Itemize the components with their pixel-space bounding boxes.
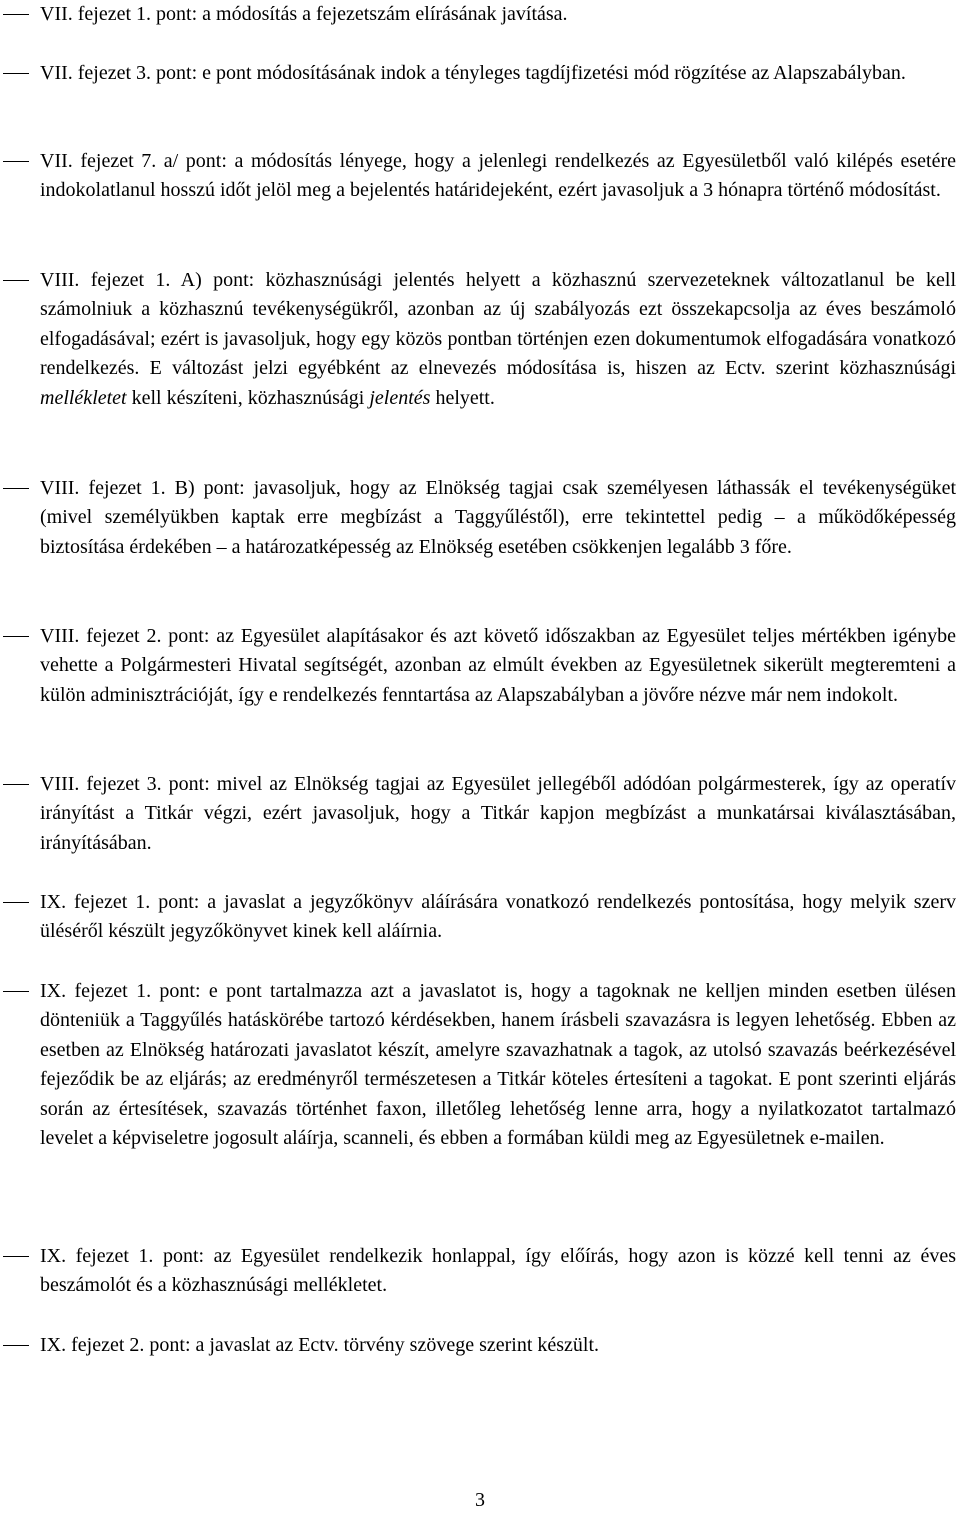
item-text: VIII. fejezet 1. B) pont: javasoljuk, hogy az Elnökség tagjai csak személyesen láthassák el tevékenységüket (mivel személyükben kaptak erre megbízást a Taggyűléstől), erre tekintettel pedig – a működőképesség biztosítása érdekében – a határozatképesség az Elnökség esetében csökkenjen legalább 3 főre. <box>40 477 956 558</box>
italic-term: mellékletet <box>40 386 127 409</box>
dash-bullet <box>3 636 29 637</box>
item-text: IX. fejezet 1. pont: a javaslat a jegyzőkönyv aláírására vonatkozó rendelkezés pontosítása, hogy melyik szerv üléséről készült jegyzőkönyvet kinek kell aláírnia. <box>40 891 956 943</box>
list-item <box>40 622 956 710</box>
item-text: VII. fejezet 3. pont: e pont módosításának indok a tényleges tagdíjfizetési mód rögzítése az Alapszabályban. <box>40 62 906 84</box>
list-item <box>40 147 956 206</box>
list-item <box>40 1242 956 1301</box>
dash-bullet <box>3 1345 29 1346</box>
list-item <box>40 1331 956 1360</box>
list-item <box>40 888 956 947</box>
list-item <box>40 59 956 88</box>
item-text: VIII. fejezet 2. pont: az Egyesület alapításakor és azt követő időszakban az Egyesület teljes mértékben igénybe vehette a Polgármesteri Hivatal segítségét, azonban az elmúlt években az Egyesületnek sikerült megteremteni a külön adminisztrációját, így e rendelkezés fenntartása az Alapszabályban a jövőre nézve már nem indokolt. <box>40 625 956 706</box>
dash-bullet <box>3 488 29 489</box>
list-item <box>40 266 956 413</box>
italic-term: jelentés <box>369 386 431 409</box>
item-text: VII. fejezet 7. a/ pont: a módosítás lényege, hogy a jelenlegi rendelkezés az Egyesületből való kilépés esetére indokolatlanul hosszú időt jelöl meg a bejelentés határidejeként, ezért javasoljuk a 3 hónapra történő módosítást. <box>40 150 956 202</box>
dash-bullet <box>3 280 29 281</box>
item-text: IX. fejezet 2. pont: a javaslat az Ectv. törvény szövege szerint készült. <box>40 1334 600 1356</box>
dash-bullet <box>3 161 29 162</box>
page-number: 3 <box>475 1489 485 1511</box>
dash-bullet <box>3 902 29 903</box>
dash-bullet <box>3 784 29 785</box>
list-item <box>40 0 956 29</box>
list-item <box>40 474 956 562</box>
dash-bullet <box>3 1256 29 1257</box>
item-text: IX. fejezet 1. pont: e pont tartalmazza azt a javaslatot is, hogy a tagoknak ne kelljen minden esetben ülésen dönteniük a Taggyűlés hatáskörébe tartozó kérdésekben, hanem írásbeli szavazásra is legyen lehetőség. Ebben az esetben az Elnökség határozati javaslatot készít, amelyre szavazhatnak a tagok, az utolsó szavazás beérkezésével fejeződik be az eljárás; az eredményről természetesen a Titkár köteles értesíteni a tagokat. E pont szerinti eljárás során az értesítések, szavazás történhet faxon, illetőleg lehetőség lenne arra, hogy a nyilatkozatot tartalmazó levelet a képviseletre jogosult aláírja, scanneli, és ebben a formában küldi meg az Egyesületnek e-mailen. <box>40 980 956 1150</box>
list-item <box>40 977 956 1153</box>
dash-bullet <box>3 991 29 992</box>
item-text: VIII. fejezet 1. A) pont: közhasznúsági jelentés helyett a közhasznú szervezeteknek változatlanul be kell számolniuk a közhasznú tevékenységükről, azonban az új szabályozás ezt összekapcsolja az éves beszámoló elfogadásával; ezért is javasoljuk, hogy egy közös pontban történjen ezen dokumentumok elfogadására vonatkozó rendelkezés. E változást jelzi egyébként az elnevezés módosítása is, hiszen az Ectv. szerint közhasznúsági mellékletet kell készíteni, közhasznúsági jelentés helyett. <box>40 269 956 409</box>
item-text: VIII. fejezet 3. pont: mivel az Elnökség tagjai az Egyesület jellegéből adódóan polgármesterek, így az operatív irányítást a Titkár végzi, ezért javasoljuk, hogy a Titkár kapjon megbízást a munkatársai kiválasztásában, irányításában. <box>40 773 956 854</box>
list-item <box>40 770 956 858</box>
item-text: IX. fejezet 1. pont: az Egyesület rendelkezik honlappal, így előírás, hogy azon is közzé kell tenni az éves beszámolót és a közhasznúsági mellékletet. <box>40 1245 956 1297</box>
dash-bullet <box>3 14 29 15</box>
dash-bullet <box>3 73 29 74</box>
item-text: VII. fejezet 1. pont: a módosítás a fejezetszám elírásának javítása. <box>40 3 568 25</box>
